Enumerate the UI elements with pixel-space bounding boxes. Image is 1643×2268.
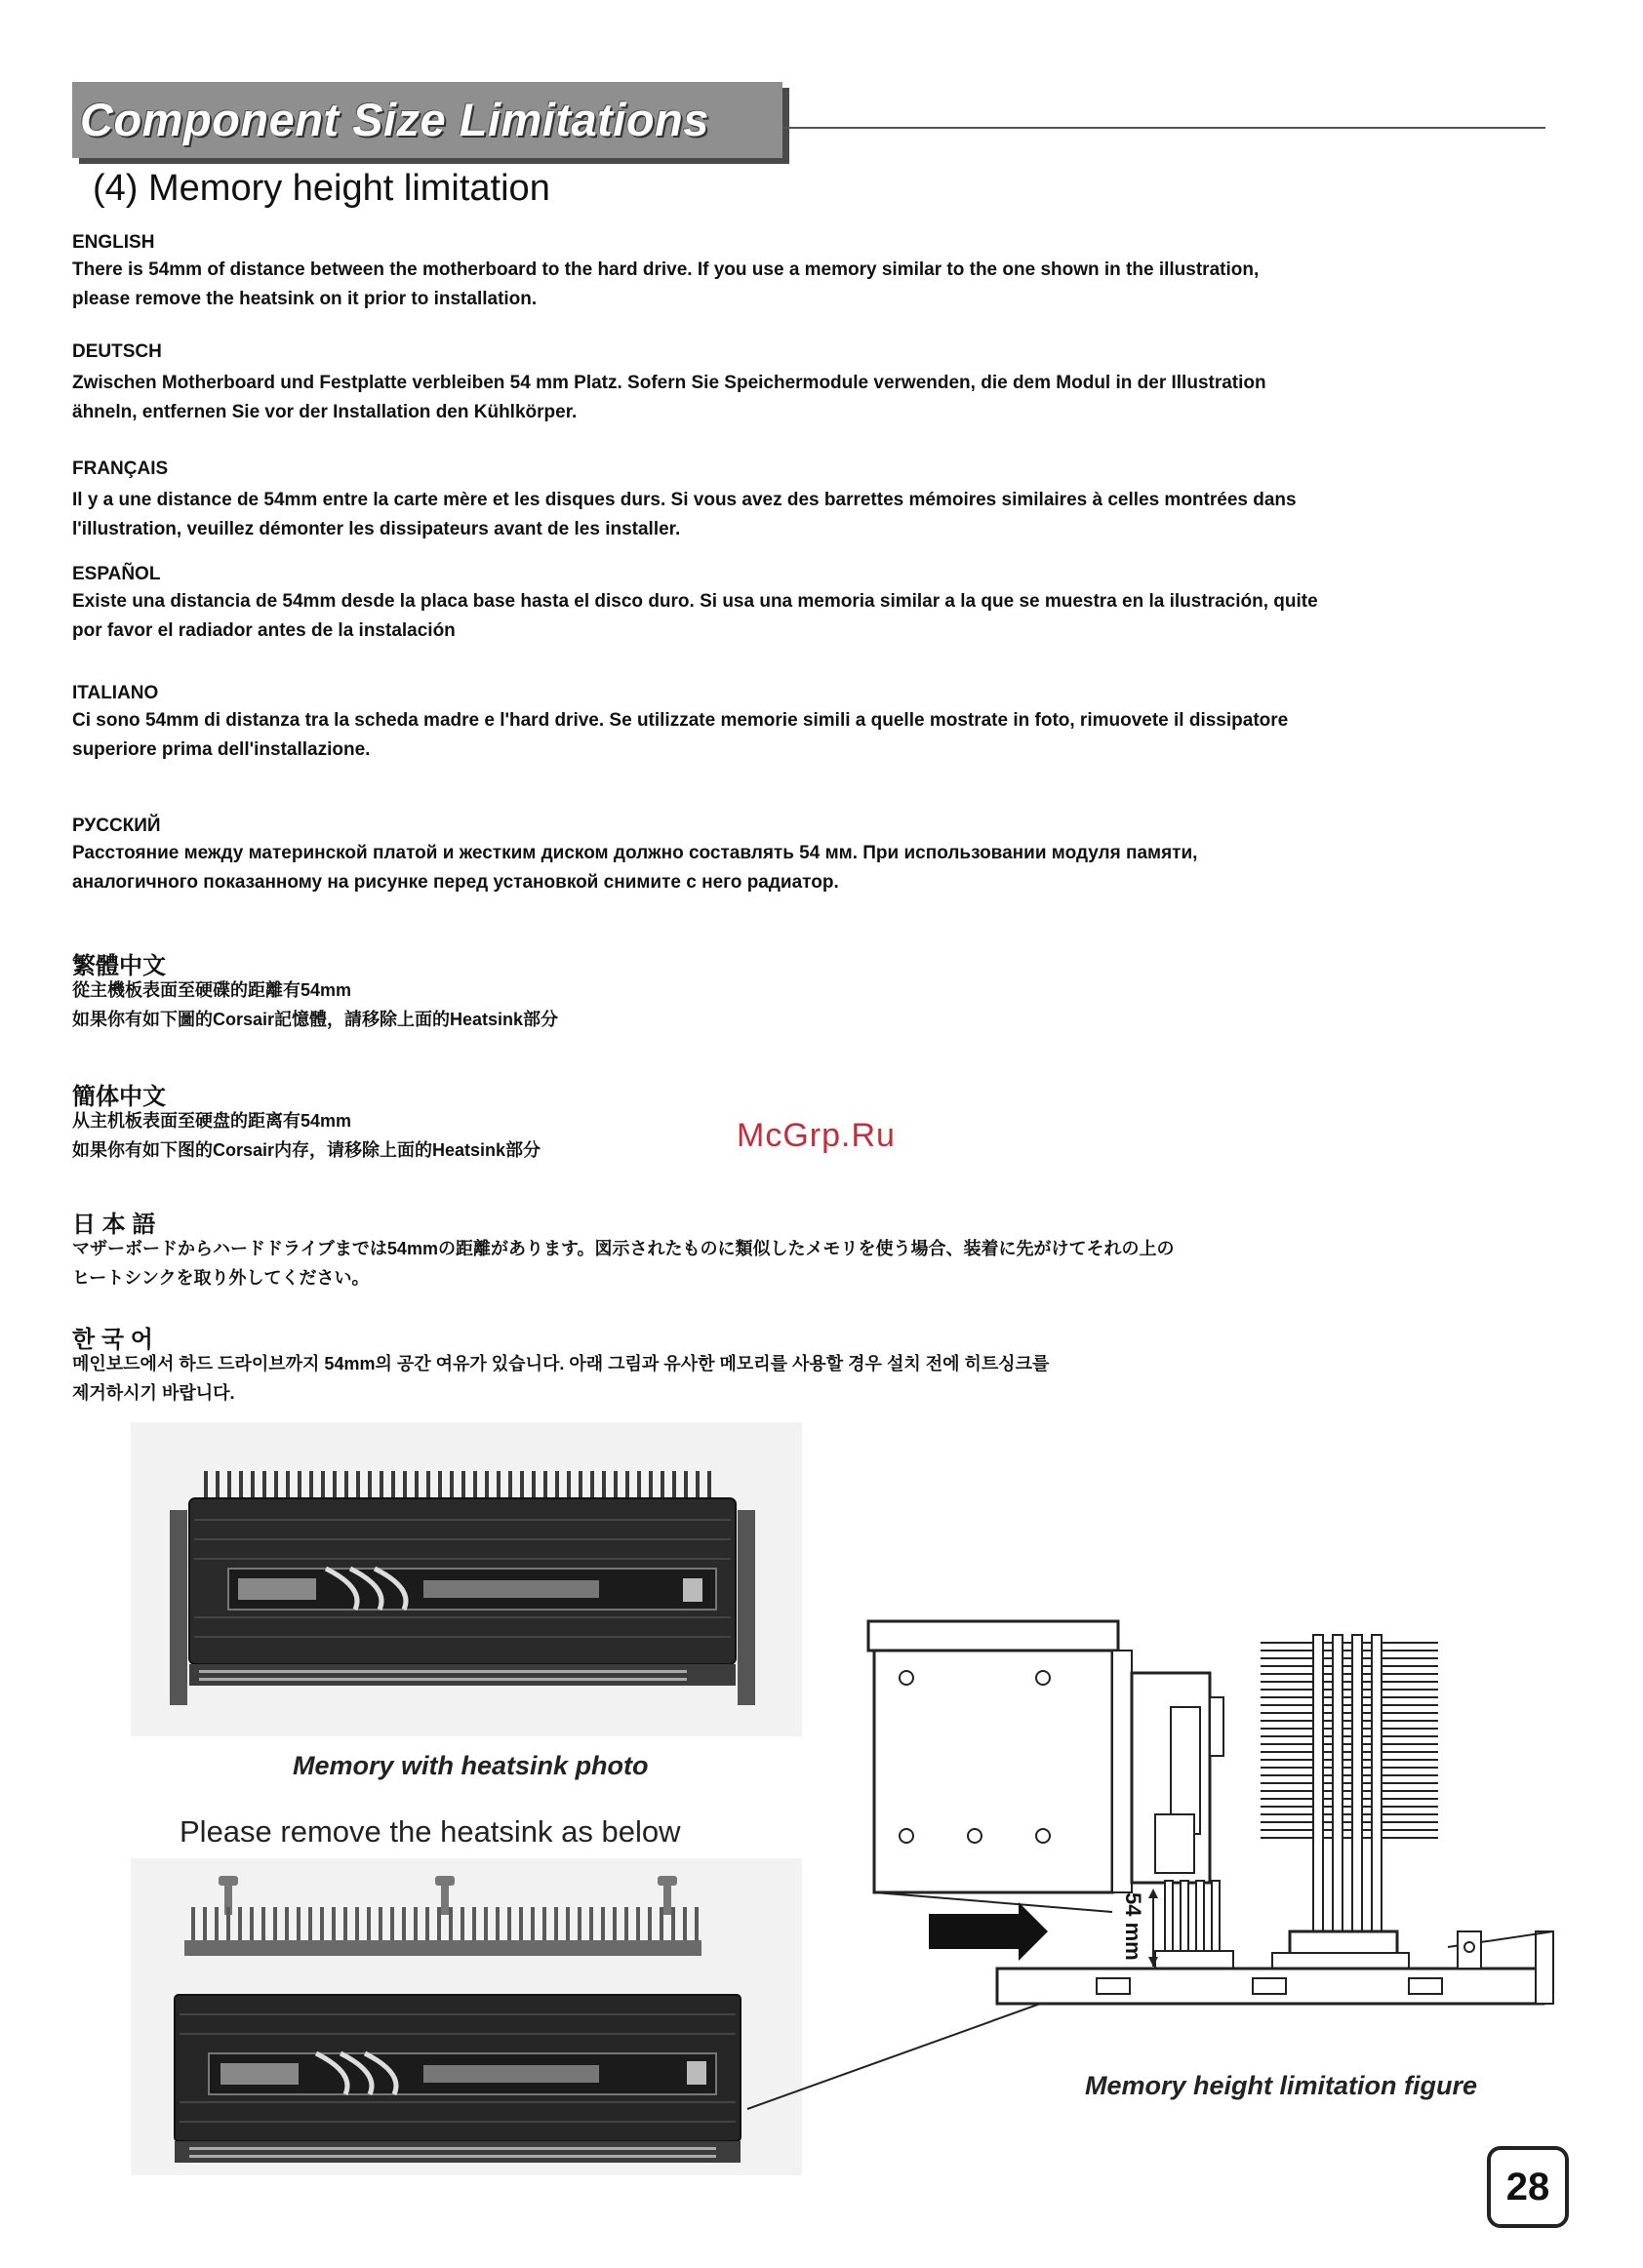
memory-module-illustration	[131, 1422, 802, 1736]
text-line: please remove the heatsink on it prior to installation.	[72, 289, 538, 309]
text-line: Zwischen Motherboard und Festplatte verbleiben 54 mm Platz. Sofern Sie Speichermodule verwenden, die dem Modul in der Illustration	[72, 373, 1266, 393]
text-line: There is 54mm of distance between the motherboard to the hard drive. If you use a memory similar to the one shown in the illustration,	[72, 259, 1260, 280]
heading-espanol: ESPAÑOL	[72, 564, 161, 584]
heading-simplified-chinese: 簡体中文	[72, 1084, 166, 1110]
diagram-caption: Memory height limitation figure	[1085, 2071, 1478, 2100]
text-english	[72, 256, 1565, 314]
text-line: 從主機板表面至硬碟的距離有54mm	[72, 980, 352, 1000]
heatsink-removal-illustration	[131, 1858, 802, 2175]
text-line: Ci sono 54mm di distanza tra la scheda madre e l'hard drive. Se utilizzate memorie simili a quelle mostrate in foto, rimuovete il dissipatore	[72, 710, 1289, 731]
text-korean	[72, 1349, 1049, 1408]
heading-francais: FRANÇAIS	[72, 458, 169, 479]
text-line: Existe una distancia de 54mm desde la placa base hasta el disco duro. Si usa una memoria similar a la que se muestra en la ilustración, quite	[72, 591, 1318, 612]
text-line: 如果你有如下圖的Corsair記憶體，請移除上面的Heatsink部分	[72, 1010, 559, 1029]
heading-japanese: 日 本 語	[72, 1212, 156, 1238]
heading-traditional-chinese: 繁體中文	[72, 953, 166, 979]
heading-deutsch: DEUTSCH	[72, 341, 162, 362]
heading-korean: 한 국 어	[72, 1327, 153, 1353]
text-line: 메인보드에서 하드 드라이브까지 54mm의 공간 여유가 있습니다. 아래 그림과 유사한 메모리를 사용할 경우 설치 전에 히트싱크를	[72, 1354, 1050, 1373]
text-line: Расстояние между материнской платой и жестким диском должно составлять 54 мм. При использовании модуля памяти,	[72, 843, 1198, 863]
page-number-box	[1487, 2146, 1569, 2228]
heading-english: ENGLISH	[72, 232, 155, 253]
memory-height-diagram	[862, 1619, 1584, 2049]
text-deutsch	[72, 369, 1565, 427]
text-line: 从主机板表面至硬盘的距离有54mm	[72, 1111, 352, 1131]
heatsink-removed-photo	[131, 1858, 802, 2175]
header-rule	[782, 127, 1545, 129]
memory-heatsink-photo	[131, 1422, 802, 1736]
text-line: por favor el radiador antes de la instalación	[72, 620, 456, 641]
page-number: 28	[1505, 2165, 1550, 2208]
text-line: マザーボードからハードドライブまでは54mmの距離があります。図示されたものに類似したメモリを使う場合、装着に先がけてそれの上の	[72, 1239, 1175, 1258]
text-line: superiore prima dell'installazione.	[72, 739, 371, 760]
text-line: ヒートシンクを取り外してください。	[72, 1268, 370, 1288]
text-line: 如果你有如下图的Corsair内存，请移除上面的Heatsink部分	[72, 1140, 541, 1160]
heading-italiano: ITALIANO	[72, 683, 159, 703]
remove-heatsink-caption: Please remove the heatsink as below	[180, 1814, 681, 1849]
text-line: 제거하시기 바랍니다.	[72, 1383, 235, 1403]
photo-caption: Memory with heatsink photo	[293, 1751, 649, 1780]
text-francais	[72, 486, 1565, 544]
watermark: McGrp.Ru	[737, 1117, 896, 1154]
text-japanese	[72, 1234, 1175, 1293]
section-subtitle: (4) Memory height limitation	[93, 168, 550, 209]
text-traditional-chinese	[72, 975, 558, 1034]
heading-russian: РУССКИЙ	[72, 816, 161, 836]
text-line: Il y a une distance de 54mm entre la carte mère et les disques durs. Si vous avez des barrettes mémoires similaires à celles montrées dans	[72, 490, 1297, 510]
dimension-label: 54 mm	[1121, 1892, 1145, 1961]
text-line: ähneln, entfernen Sie vor der Installation den Kühlkörper.	[72, 402, 578, 422]
text-simplified-chinese	[72, 1106, 541, 1165]
text-russian	[72, 839, 1565, 897]
text-espanol	[72, 587, 1565, 646]
text-line: l'illustration, veuillez démonter les dissipateurs avant de les installer.	[72, 519, 681, 539]
page-title: Component Size Limitations	[80, 94, 709, 145]
text-italiano	[72, 706, 1565, 765]
text-line: аналогичного показанному на рисунке перед установкой снимите с него радиатор.	[72, 872, 839, 893]
